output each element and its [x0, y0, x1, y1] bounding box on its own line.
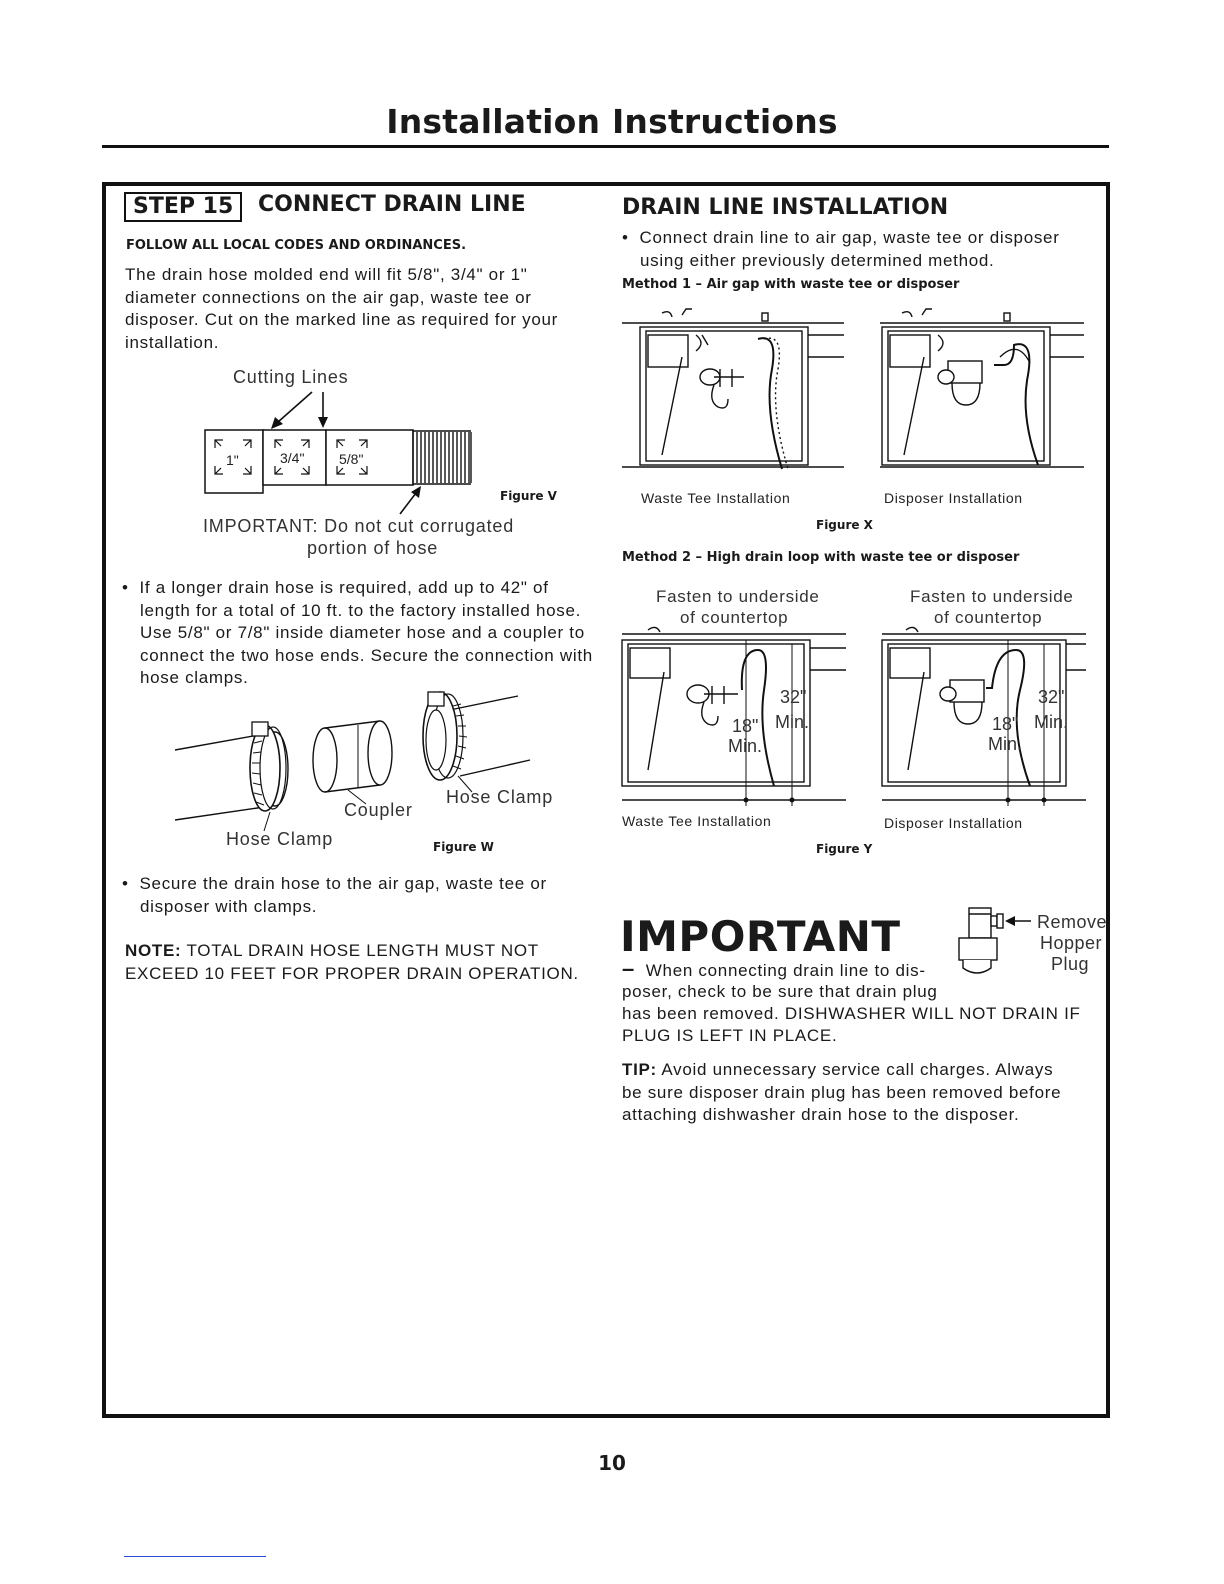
hose-clamp-left-label: Hose Clamp: [226, 829, 334, 849]
figure-w-drawing: [170, 688, 570, 860]
dim-min-left-18: Min.: [728, 736, 763, 756]
remove-label: Remove: [1037, 912, 1108, 932]
title-rule: [102, 145, 1109, 148]
bullet-secure-hose: • Secure the drain hose to the air gap, waste tee or disposer with clamps.: [122, 874, 547, 916]
fasten-right-line1: Fasten to underside: [910, 587, 1074, 606]
size-1-label: 1": [226, 452, 239, 468]
important-line-3: has been removed. DISHWASHER WILL NOT DRAIN IF: [622, 1004, 1081, 1023]
hopper-label: Hopper: [1040, 933, 1103, 953]
footer-link-line: [124, 1556, 266, 1557]
note-block: [125, 940, 595, 985]
size-34-label: 3/4": [280, 450, 305, 466]
dim-18-left: 18": [732, 716, 759, 736]
fasten-right-line2: of countertop: [934, 608, 1043, 627]
important-line-1: [622, 958, 926, 983]
cutting-lines-label: Cutting Lines: [233, 367, 349, 387]
dim-32-left: 32": [780, 687, 807, 707]
note-label: NOTE:: [125, 941, 182, 960]
dim-min-left-32: Min.: [775, 712, 810, 732]
tip-text: Avoid unnecessary service call charges. Always be sure disposer drain plug has been removed before attaching dishwasher drain hose to the disposer.: [622, 1060, 1062, 1124]
intro-text: The drain hose molded end will fit 5/8", 3/4" or 1" diameter connections on the air gap, waste tee or disposer. Cut on the marked line as required for your installation.: [125, 265, 559, 352]
tip-label: TIP:: [622, 1060, 657, 1079]
fig-x-caption-left: Waste Tee Installation: [641, 490, 791, 506]
fig-y-caption-left: Waste Tee Installation: [622, 813, 772, 829]
plug-label: Plug: [1051, 954, 1090, 974]
hose-clamp-right-label: Hose Clamp: [446, 787, 554, 807]
figure-x-drawing: [622, 305, 1088, 506]
important-cut-line2: portion of hose: [307, 538, 439, 558]
step-title: CONNECT DRAIN LINE: [258, 192, 526, 217]
important-line1-text: When connecting drain line to dis-: [645, 961, 926, 980]
dim-32-right: 32": [1038, 687, 1065, 707]
disposer-plug-drawing: [955, 902, 1108, 980]
fasten-left-line2: of countertop: [680, 608, 789, 627]
fig-y-caption-right: Disposer Installation: [884, 815, 1023, 831]
figure-v-label: Figure V: [500, 489, 557, 503]
dim-min-right-18: Min.: [988, 734, 1023, 754]
important-cut-line1: IMPORTANT: Do not cut corrugated: [203, 516, 515, 536]
page-number: 10: [598, 1451, 626, 1475]
bullet-secure-text: Secure the drain hose to the air gap, waste tee or disposer with clamps.: [139, 874, 547, 916]
dim-18-right: 18": [992, 714, 1019, 734]
fig-x-caption-right: Disposer Installation: [884, 490, 1023, 506]
bullet-connect-text: Connect drain line to air gap, waste tee or disposer using either previously determined method.: [639, 228, 1060, 270]
coupler-label: Coupler: [344, 800, 413, 820]
codes-notice: FOLLOW ALL LOCAL CODES AND ORDINANCES.: [126, 238, 467, 253]
figure-w-label: Figure W: [433, 840, 494, 854]
method-2-heading: Method 2 – High drain loop with waste tee or disposer: [622, 550, 1020, 565]
figure-y-drawing: [620, 580, 1090, 832]
figure-x-label: Figure X: [816, 518, 873, 532]
method-1-heading: Method 1 – Air gap with waste tee or disposer: [622, 277, 960, 292]
important-title: IMPORTANT: [620, 912, 901, 961]
section-title: DRAIN LINE INSTALLATION: [622, 195, 949, 220]
important-dash: –: [622, 956, 635, 981]
note-text: TOTAL DRAIN HOSE LENGTH MUST NOT EXCEED 10 FEET FOR PROPER DRAIN OPERATION.: [125, 941, 579, 983]
bullet-connect: • Connect drain line to air gap, waste tee or disposer using either previously determined method.: [622, 228, 1060, 270]
figure-y-label: Figure Y: [816, 842, 873, 856]
figure-v-drawing: [195, 362, 565, 562]
page-title: Installation Instructions: [386, 102, 838, 141]
tip-block: [622, 1059, 1067, 1127]
fasten-left-line1: Fasten to underside: [656, 587, 820, 606]
bullet-longer-hose: • If a longer drain hose is required, add up to 42" of length for a total of 10 ft. to the factory installed hose. Use 5/8" or 7/8" inside diameter hose and a coupler to connect the two hose ends. Secure the connection with hose clamps.: [122, 578, 593, 687]
important-line-2: poser, check to be sure that drain plug: [622, 982, 938, 1001]
bullet-longer-text: If a longer drain hose is required, add up to 42" of length for a total of 10 ft. to the factory installed hose. Use 5/8" or 7/8" inside diameter hose and a coupler to connect the two hose ends. Secure the connection with hose clamps.: [139, 578, 593, 687]
important-line-4: PLUG IS LEFT IN PLACE.: [622, 1026, 838, 1045]
step-label: STEP 15: [124, 192, 242, 222]
dim-min-right-32: Min.: [1034, 712, 1069, 732]
size-58-label: 5/8": [339, 451, 364, 467]
